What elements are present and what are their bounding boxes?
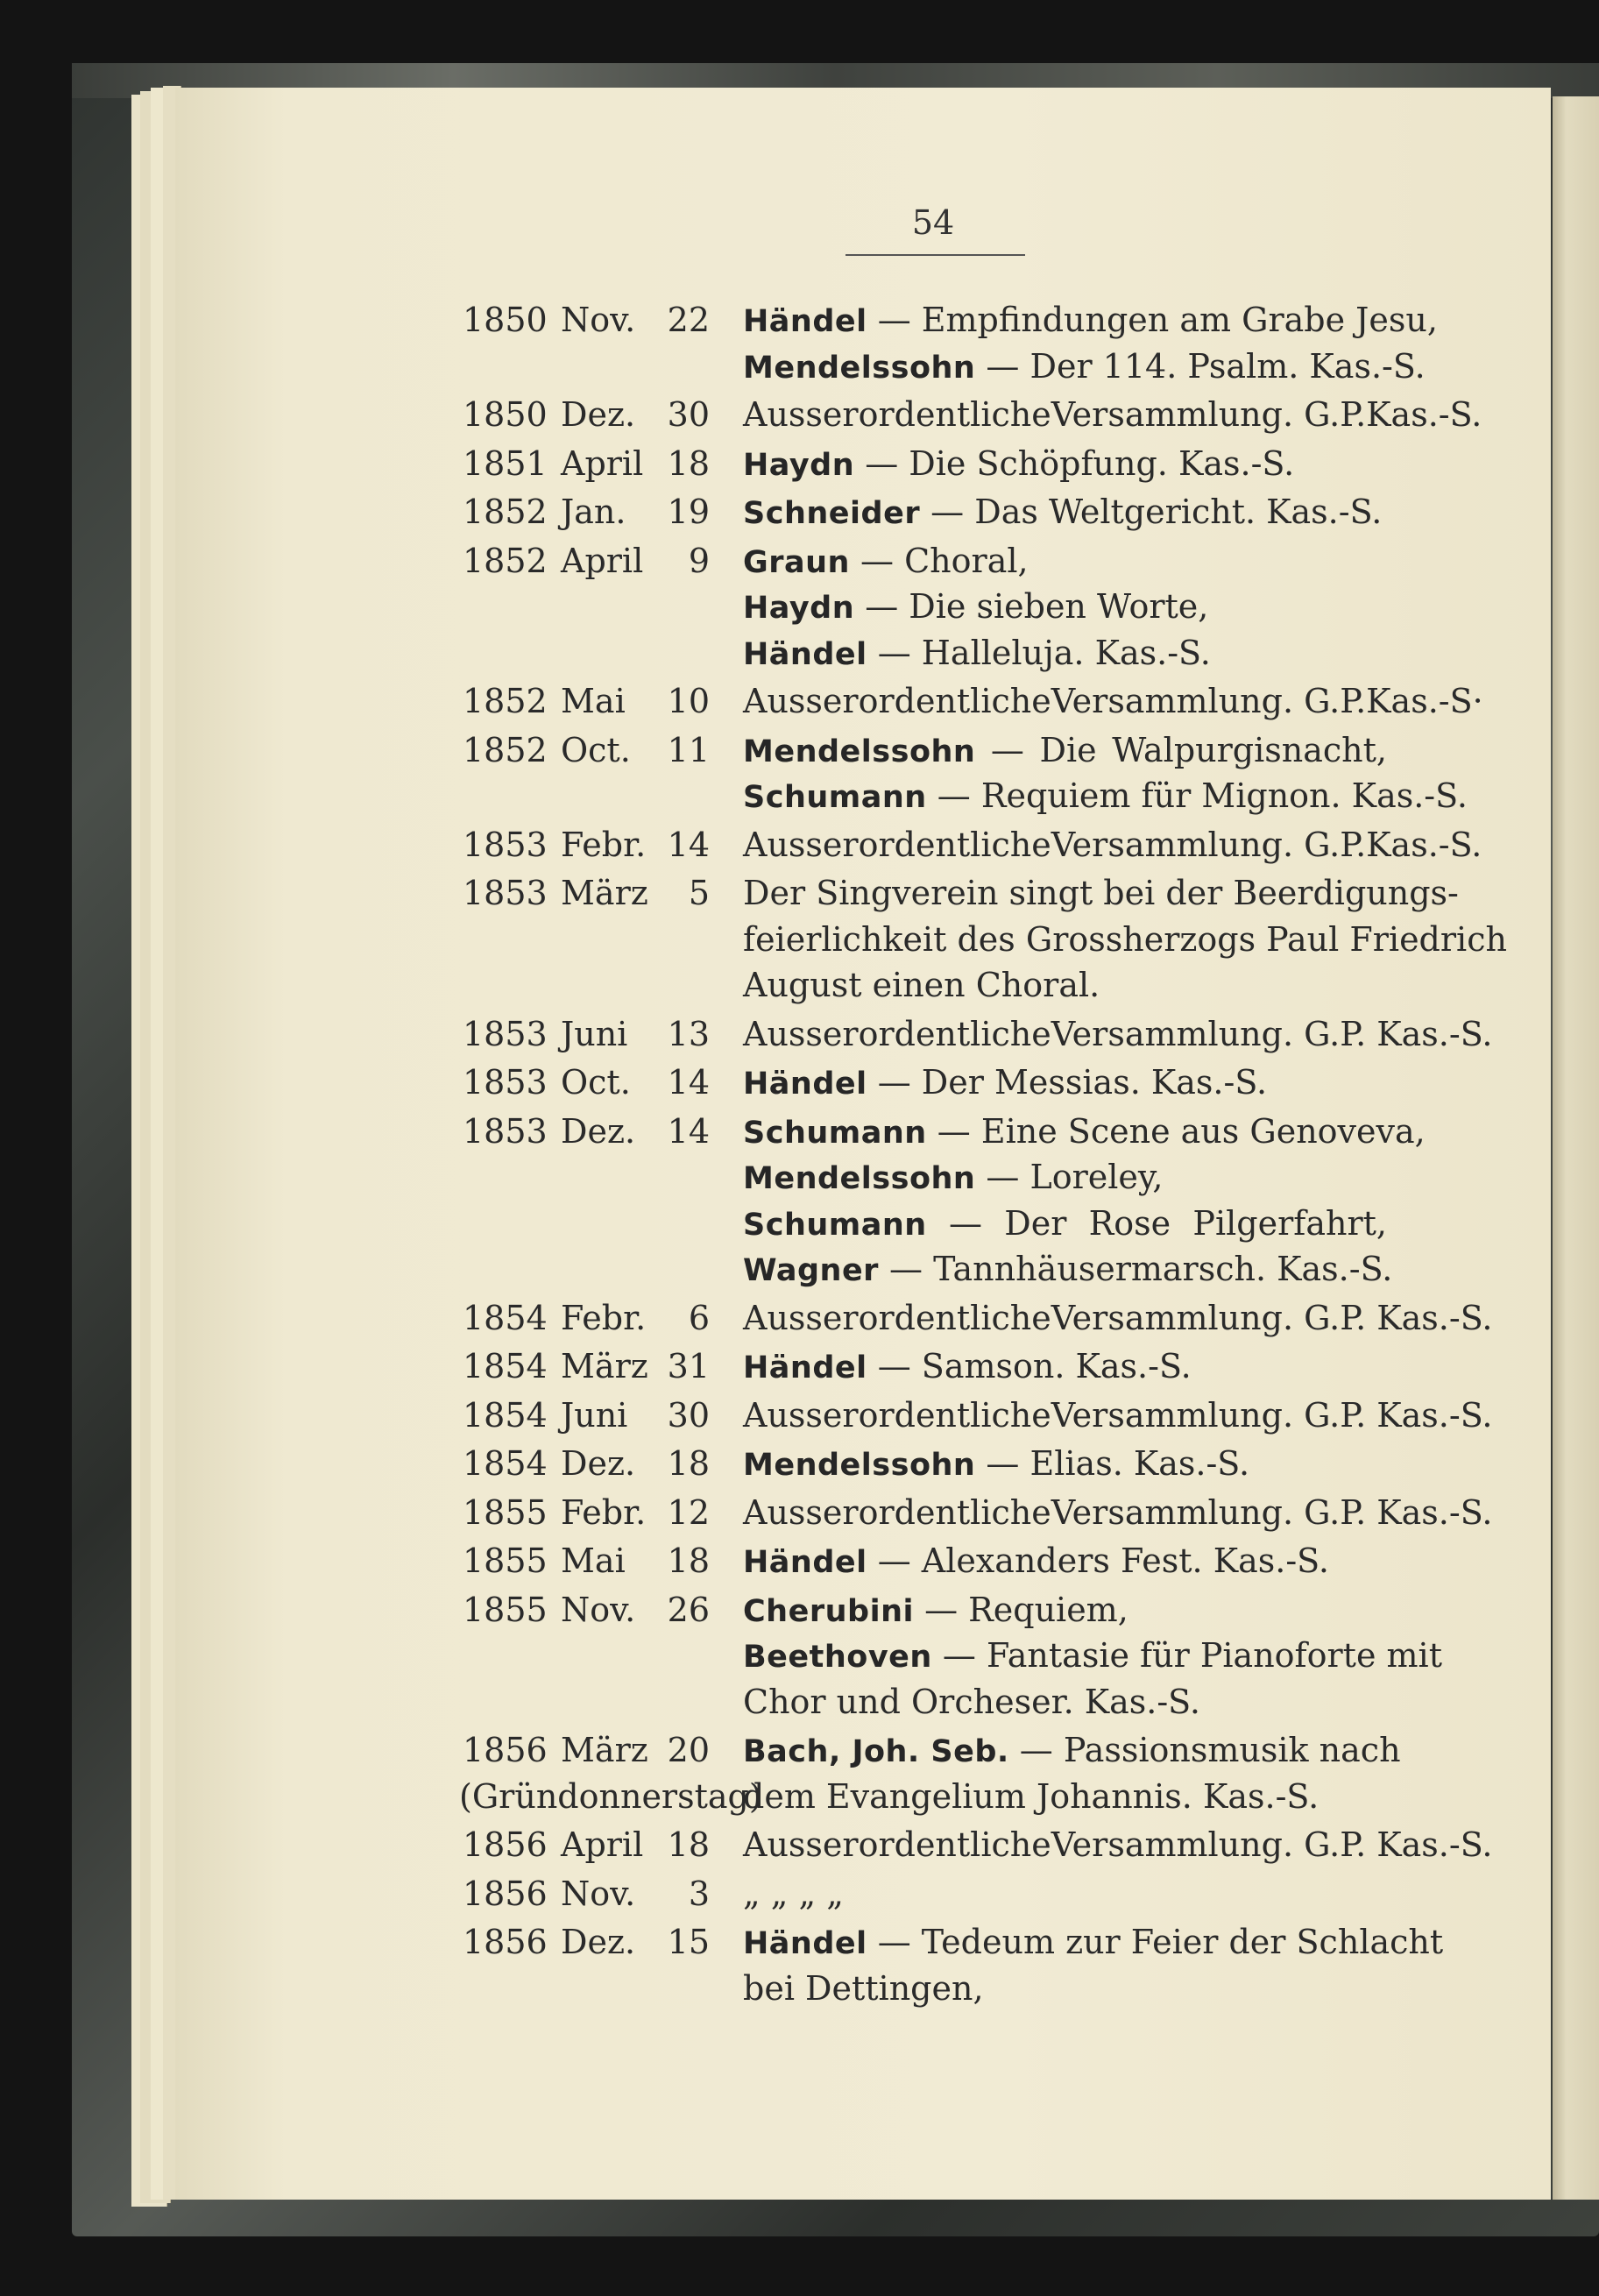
entry-day: 14 (667, 1111, 710, 1151)
entry-day: 18 (667, 1444, 710, 1483)
work-description: AusserordentlicheVersammlung. G.P. Kas.-S. (743, 1298, 1493, 1337)
entry-month: Juni (561, 1014, 628, 1053)
work-description: — Tedeum zur Feier der Schlacht (867, 1923, 1444, 1961)
work-description: — Der Rose Pilgerfahrt, (926, 1203, 1387, 1243)
composer-name: Händel (743, 636, 867, 672)
work-description: AusserordentlicheVersammlung. G.P. Kas.-S. (743, 1825, 1493, 1864)
entry-year: 1856 (463, 1731, 548, 1769)
work-description: August einen Choral. (743, 966, 1100, 1004)
composer-name: Graun (743, 544, 850, 580)
work-description: — Die Walpurgisnacht, (975, 730, 1387, 769)
composer-name: Mendelssohn (743, 350, 976, 386)
entry-day: 18 (667, 443, 710, 483)
entry-month: Oct. (561, 1063, 631, 1102)
composer-name: Händel (743, 1926, 867, 1961)
entry-month: April (561, 1825, 644, 1864)
entry-text-line (743, 1633, 1442, 1677)
entry-month: Febr. (561, 1298, 647, 1337)
composer-name: Mendelssohn (743, 1161, 976, 1196)
entry-text-line (743, 1588, 1387, 1632)
entry-text-line (743, 963, 1387, 1007)
entry-day: 18 (667, 1825, 710, 1864)
work-description: — Requiem für Mignon. Kas.-S. (926, 776, 1468, 815)
entry-month: Nov. (561, 301, 636, 339)
entry-year: 1853 (463, 825, 548, 864)
entry-text-line (743, 918, 1507, 961)
composer-name: Bach, Joh. Seb. (743, 1734, 1009, 1769)
composer-name: Schneider (743, 496, 921, 531)
entry-text-line (743, 1296, 1493, 1340)
entry-text-line (743, 442, 1387, 485)
work-description: AusserordentlicheVersammlung. G.P. Kas.-S. (743, 1395, 1493, 1435)
entry-day: 30 (667, 1395, 710, 1435)
entry-text-line (743, 1109, 1426, 1153)
entry-day: 3 (688, 1874, 710, 1913)
entry-text-line (743, 1201, 1387, 1245)
entry-year: 1852 (463, 493, 548, 531)
entry-note: (Gründonnerstag) (459, 1776, 762, 1816)
entry-year: 1855 (463, 1492, 548, 1532)
entry-month: März (561, 1731, 648, 1769)
composer-name: Mendelssohn (743, 733, 976, 769)
work-description: Der Singverein singt bei der Beerdigungs- (743, 874, 1459, 912)
work-description: — Alexanders Fest. Kas.-S. (867, 1541, 1329, 1580)
entry-day: 30 (667, 395, 710, 434)
composer-name: Schumann (743, 780, 927, 815)
entry-month: Mai (561, 682, 626, 720)
entry-year: 1853 (463, 1111, 548, 1151)
composer-name: Haydn (743, 447, 855, 483)
entry-day: 26 (667, 1590, 710, 1629)
composer-name: Beethoven (743, 1640, 932, 1675)
entry-text-line (743, 344, 1426, 388)
entry-month: Dez. (561, 1444, 636, 1483)
work-description: Chor und Orcheser. Kas.-S. (743, 1682, 1200, 1721)
entry-text-line (743, 1680, 1387, 1724)
entry-text-line (743, 1539, 1387, 1583)
entry-month: März (561, 874, 648, 912)
entry-year: 1856 (463, 1825, 548, 1864)
entry-day: 11 (667, 730, 710, 769)
entry-year: 1853 (463, 874, 548, 912)
entry-text-line (743, 1060, 1387, 1104)
entry-text-line (743, 1966, 1387, 2010)
entry-text-line (743, 1728, 1401, 1772)
entry-text-line (743, 728, 1387, 772)
composer-name: Händel (743, 1350, 867, 1385)
entry-text-line (743, 1491, 1493, 1534)
entry-year: 1854 (463, 1347, 548, 1385)
work-description: bei Dettingen, (743, 1968, 984, 2008)
entry-text-line (743, 1012, 1493, 1056)
entry-month: Jan. (561, 493, 626, 531)
entry-text-line (743, 539, 1387, 583)
entry-month: Nov. (561, 1590, 636, 1629)
entry-month: Febr. (561, 1492, 647, 1532)
page-number: 54 (911, 203, 955, 242)
entry-text-line (743, 585, 1387, 628)
work-description: — Samson. Kas.-S. (867, 1347, 1192, 1385)
entry-text-line (743, 490, 1387, 534)
entry-text-line (743, 1920, 1444, 1964)
work-description: — Das Weltgericht. Kas.-S. (920, 493, 1383, 531)
entry-day: 20 (667, 1731, 710, 1769)
entry-year: 1851 (463, 443, 548, 483)
work-description: AusserordentlicheVersammlung. G.P. Kas.-S. (743, 1492, 1493, 1532)
entry-year: 1852 (463, 682, 548, 720)
composer-name: Händel (743, 1067, 867, 1102)
entry-year: 1856 (463, 1874, 548, 1913)
entry-text-line (743, 1823, 1493, 1867)
composer-name: Händel (743, 304, 867, 339)
entry-year: 1854 (463, 1395, 548, 1435)
work-description: — Choral, (849, 541, 1029, 580)
work-description: AusserordentlicheVersammlung. G.P.Kas.-S. (743, 825, 1482, 864)
work-description: — Empfindungen am Grabe Jesu, (867, 301, 1438, 339)
entry-day: 10 (667, 682, 710, 720)
work-description: — Requiem, (913, 1590, 1128, 1629)
entry-year: 1853 (463, 1063, 548, 1102)
entry-text-line (743, 1247, 1393, 1291)
entry-day: 18 (667, 1541, 710, 1580)
entry-text-line (743, 1344, 1387, 1388)
entry-day: 15 (667, 1923, 710, 1961)
work-description: — Halleluja. Kas.-S. (867, 633, 1211, 672)
entry-month: Dez. (561, 1111, 636, 1151)
work-description: — Die Schöpfung. Kas.-S. (854, 443, 1295, 483)
work-description: AusserordentlicheVersammlung. G.P.Kas.-S· (743, 682, 1483, 720)
work-description: — Eine Scene aus Genoveva, (926, 1111, 1426, 1151)
entry-year: 1855 (463, 1541, 548, 1580)
entry-text-line (743, 298, 1438, 342)
entry-text-line (743, 1872, 1387, 1916)
work-description: — Loreley, (975, 1158, 1164, 1196)
work-description: — Der Messias. Kas.-S. (867, 1063, 1268, 1102)
entry-day: 9 (688, 541, 710, 580)
entry-day: 13 (667, 1014, 710, 1053)
composer-name: Schumann (743, 1207, 927, 1243)
entry-text-line (743, 1393, 1493, 1437)
composer-name: Cherubini (743, 1593, 914, 1629)
composer-name: Wagner (743, 1253, 879, 1288)
entry-text-line (743, 1442, 1387, 1485)
entry-text-line (743, 871, 1459, 915)
entry-month: Oct. (561, 730, 631, 769)
entry-month: Mai (561, 1541, 626, 1580)
entry-month: April (561, 443, 644, 483)
entry-year: 1855 (463, 1590, 548, 1629)
entry-day: 22 (667, 301, 710, 339)
entry-year: 1850 (463, 301, 548, 339)
work-description: — Der 114. Psalm. Kas.-S. (975, 346, 1426, 386)
work-description: — Fantasie für Pianoforte mit (931, 1636, 1442, 1675)
entry-month: Nov. (561, 1874, 636, 1913)
entry-day: 14 (667, 1063, 710, 1102)
entry-day: 5 (688, 874, 710, 912)
entry-month: Dez. (561, 1923, 636, 1961)
entry-text-line (743, 1155, 1387, 1199)
entry-text-line (743, 823, 1482, 867)
entry-text-line (743, 679, 1483, 723)
entry-year: 1854 (463, 1444, 548, 1483)
entry-year: 1852 (463, 541, 548, 580)
entry-text-line (743, 1775, 1387, 1818)
entry-day: 14 (667, 825, 710, 864)
work-description: — Tannhäusermarsch. Kas.-S. (878, 1250, 1393, 1288)
entry-year: 1850 (463, 395, 548, 434)
work-description: — Elias. Kas.-S. (975, 1444, 1250, 1483)
entry-day: 12 (667, 1492, 710, 1532)
composer-name: Haydn (743, 591, 855, 626)
entry-month: Dez. (561, 395, 636, 434)
work-description: AusserordentlicheVersammlung. G.P. Kas.-S. (743, 1014, 1493, 1053)
entry-year: 1856 (463, 1923, 548, 1961)
entry-month: Febr. (561, 825, 647, 864)
composer-name: Schumann (743, 1115, 927, 1151)
entry-year: 1852 (463, 730, 548, 769)
entry-year: 1853 (463, 1014, 548, 1053)
work-description: — Passionsmusik nach (1008, 1731, 1401, 1769)
work-description: „ „ „ „ (743, 1874, 844, 1913)
work-description: AusserordentlicheVersammlung. G.P.Kas.-S. (743, 395, 1482, 434)
work-description: — Die sieben Worte, (854, 587, 1209, 626)
entry-text-line (743, 393, 1482, 436)
entry-month: April (561, 541, 644, 580)
entry-day: 6 (688, 1298, 710, 1337)
composer-name: Händel (743, 1545, 867, 1580)
work-description: dem Evangelium Johannis. Kas.-S. (743, 1776, 1320, 1816)
entry-month: Juni (561, 1395, 628, 1435)
entry-text-line (743, 631, 1387, 675)
entry-day: 19 (667, 493, 710, 531)
composer-name: Mendelssohn (743, 1448, 976, 1483)
entry-month: März (561, 1347, 648, 1385)
entry-year: 1854 (463, 1298, 548, 1337)
entry-text-line (743, 774, 1468, 818)
work-description: feierlichkeit des Grossherzogs Paul Friedrich (743, 919, 1507, 959)
entry-day: 31 (667, 1347, 710, 1385)
